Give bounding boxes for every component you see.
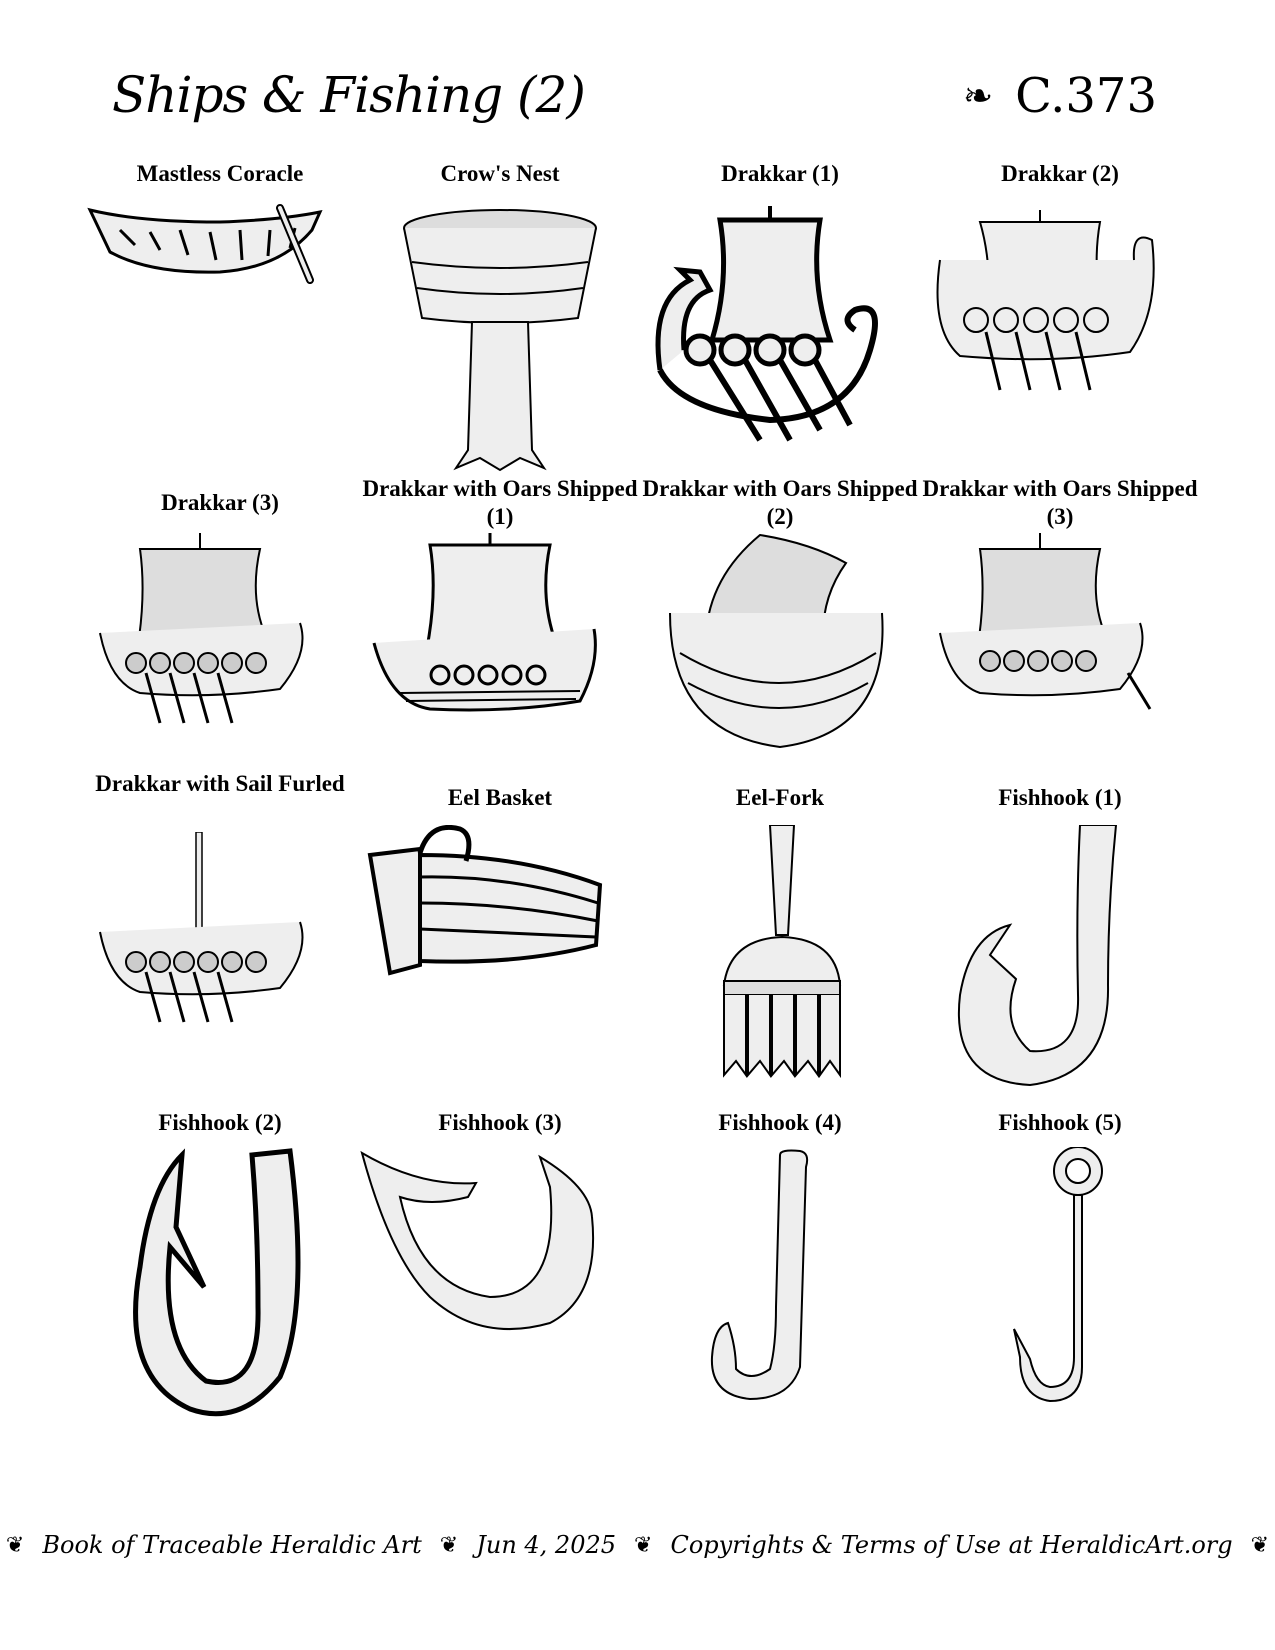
figure-label: Drakkar with Oars Shipped (1) <box>362 476 638 529</box>
footer-rights-link[interactable]: Copyrights & Terms of Use at HeraldicArt.org <box>670 1531 1233 1559</box>
fishhook-icon <box>80 1147 360 1427</box>
fleuron-icon: ❦ <box>634 1532 653 1558</box>
figure-label: Mastless Coracle <box>136 161 304 186</box>
fleuron-icon: ❦ <box>1250 1532 1270 1558</box>
footer-book-title: Book of Traceable Heraldic Art <box>42 1531 422 1559</box>
fleuron-icon: ❧ <box>962 75 994 117</box>
figure-label: Crow's Nest <box>440 161 560 186</box>
footer-date: Jun 4, 2025 <box>476 1531 617 1559</box>
fleuron-icon: ❦ <box>439 1532 459 1558</box>
figure-label: Drakkar with Oars Shipped (3) <box>922 476 1198 529</box>
crows-nest-icon <box>360 200 640 480</box>
eel-fork-icon <box>640 825 920 1105</box>
page-title: Ships & Fishing (2) <box>112 66 585 124</box>
figure-label: Eel Basket <box>447 785 553 810</box>
drakkar-icon <box>920 200 1200 480</box>
figure-label: Drakkar (2) <box>1001 161 1119 186</box>
coracle-icon <box>80 200 360 480</box>
fishhook-icon <box>920 1147 1200 1427</box>
plate-number: C.373 <box>1015 68 1157 124</box>
figure-label: Eel-Fork <box>735 785 825 810</box>
drakkar-oars-shipped-icon <box>640 533 920 813</box>
drakkar-icon <box>640 200 920 480</box>
eel-basket-icon <box>360 825 640 1105</box>
fleuron-icon: ❦ <box>5 1532 25 1558</box>
figure-label: Drakkar with Sail Furled <box>95 771 345 796</box>
fishhook-icon <box>640 1147 920 1427</box>
figure-label: Fishhook (5) <box>998 1110 1122 1135</box>
page-footer <box>0 1525 1275 1565</box>
fishhook-icon <box>920 825 1200 1105</box>
figure-label: Drakkar with Oars Shipped (2) <box>642 476 918 529</box>
drakkar-oars-shipped-icon <box>920 533 1200 813</box>
drakkar-sail-furled-icon <box>80 832 360 1112</box>
figure-label: Drakkar (1) <box>721 161 839 186</box>
figure-label: Fishhook (2) <box>158 1110 282 1135</box>
page-header <box>0 0 1275 150</box>
figure-label: Fishhook (3) <box>438 1110 562 1135</box>
figure-label: Fishhook (4) <box>718 1110 842 1135</box>
figure-label: Fishhook (1) <box>998 785 1122 810</box>
figure-label: Drakkar (3) <box>161 490 279 515</box>
fishhook-icon <box>360 1147 640 1427</box>
plate-reference <box>963 68 1157 124</box>
drakkar-oars-shipped-icon <box>360 533 640 813</box>
